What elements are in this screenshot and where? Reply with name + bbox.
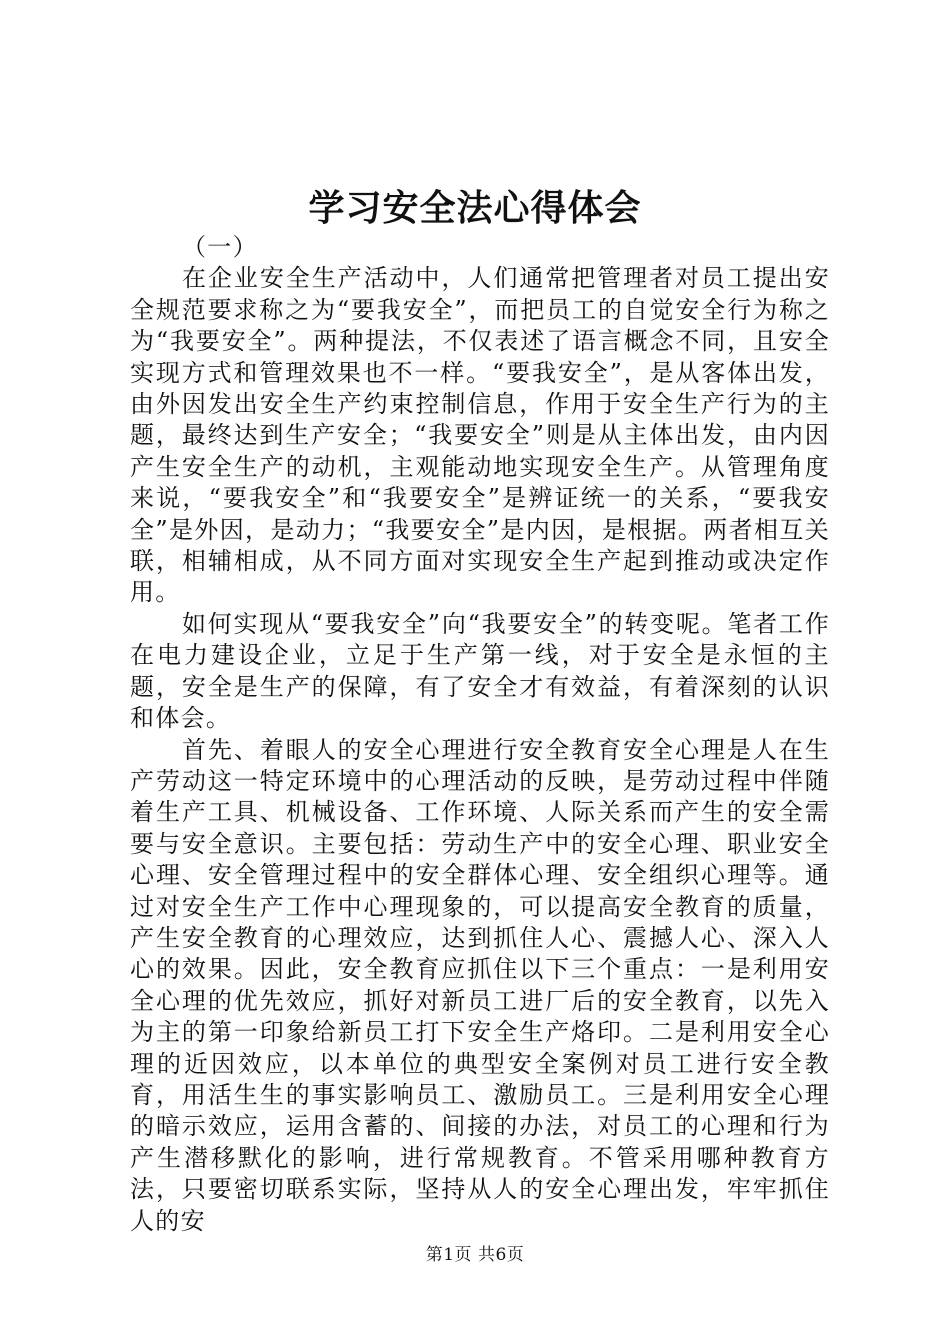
paragraph-1: 在企业安全生产活动中，人们通常把管理者对员工提出安全规范要求称之为“要我安全”，而把员工的自觉安全行为称之为“我要安全”。两种提法，不仅表述了语言概念不同，且安全实现方式和管理效果也不一样。“要我安全”，是从客体出发，由外因发出安全生产约束控制信息，作用于安全生产行为的主题，最终达到生产安全；“我要安全”则是从主体出发，由内因产生安全生产的动机，主观能动地实现安全生产。从管理角度来说，“要我安全”和“我要安全”是辨证统一的关系，“要我安全”是外因，是动力；“我要安全”是内因，是根据。两者相互关联，相辅相成，从不同方面对实现安全生产起到推动或决定作用。 [130, 264, 830, 607]
page-number-footer: 第1页 共6页 [425, 1245, 525, 1265]
paragraph-3: 首先、着眼人的安全心理进行安全教育安全心理是人在生产劳动这一特定环境中的心理活动的反映，是劳动过程中伴随着生产工具、机械设备、工作环境、人际关系而产生的安全需要与安全意识。主要包括：劳动生产中的安全心理、职业安全心理、安全管理过程中的安全群体心理、安全组织心理等。通过对安全生产工作中心理现象的，可以提高安全教育的质量，产生安全教育的心理效应，达到抓住人心、震撼人心、深入人心的效果。因此，安全教育应抓住以下三个重点：一是利用安全心理的优先效应，抓好对新员工进厂后的安全教育，以先入为主的第一印象给新员工打下安全生产烙印。二是利用安全心理的近因效应，以本单位的典型安全案例对员工进行安全教育，用活生生的事实影响员工、激励员工。三是利用安全心理的暗示效应，运用含蓄的、间接的办法，对员工的心理和行为产生潜移默化的影响，进行常规教育。不管采用哪种教育方法，只要密切联系实际，坚持从人的安全心理出发，牢牢抓住人的安 [130, 735, 830, 1235]
document-body [130, 232, 830, 1237]
section-heading: （一） [182, 233, 258, 261]
paragraph-2: 如何实现从“要我安全”向“我要安全”的转变呢。笔者工作在电力建设企业，立足于生产第一线，对于安全是永恒的主题，安全是生产的保障，有了安全才有效益，有着深刻的认识和体会。 [130, 609, 830, 733]
document-title: 学习安全法心得体会 [308, 187, 642, 229]
